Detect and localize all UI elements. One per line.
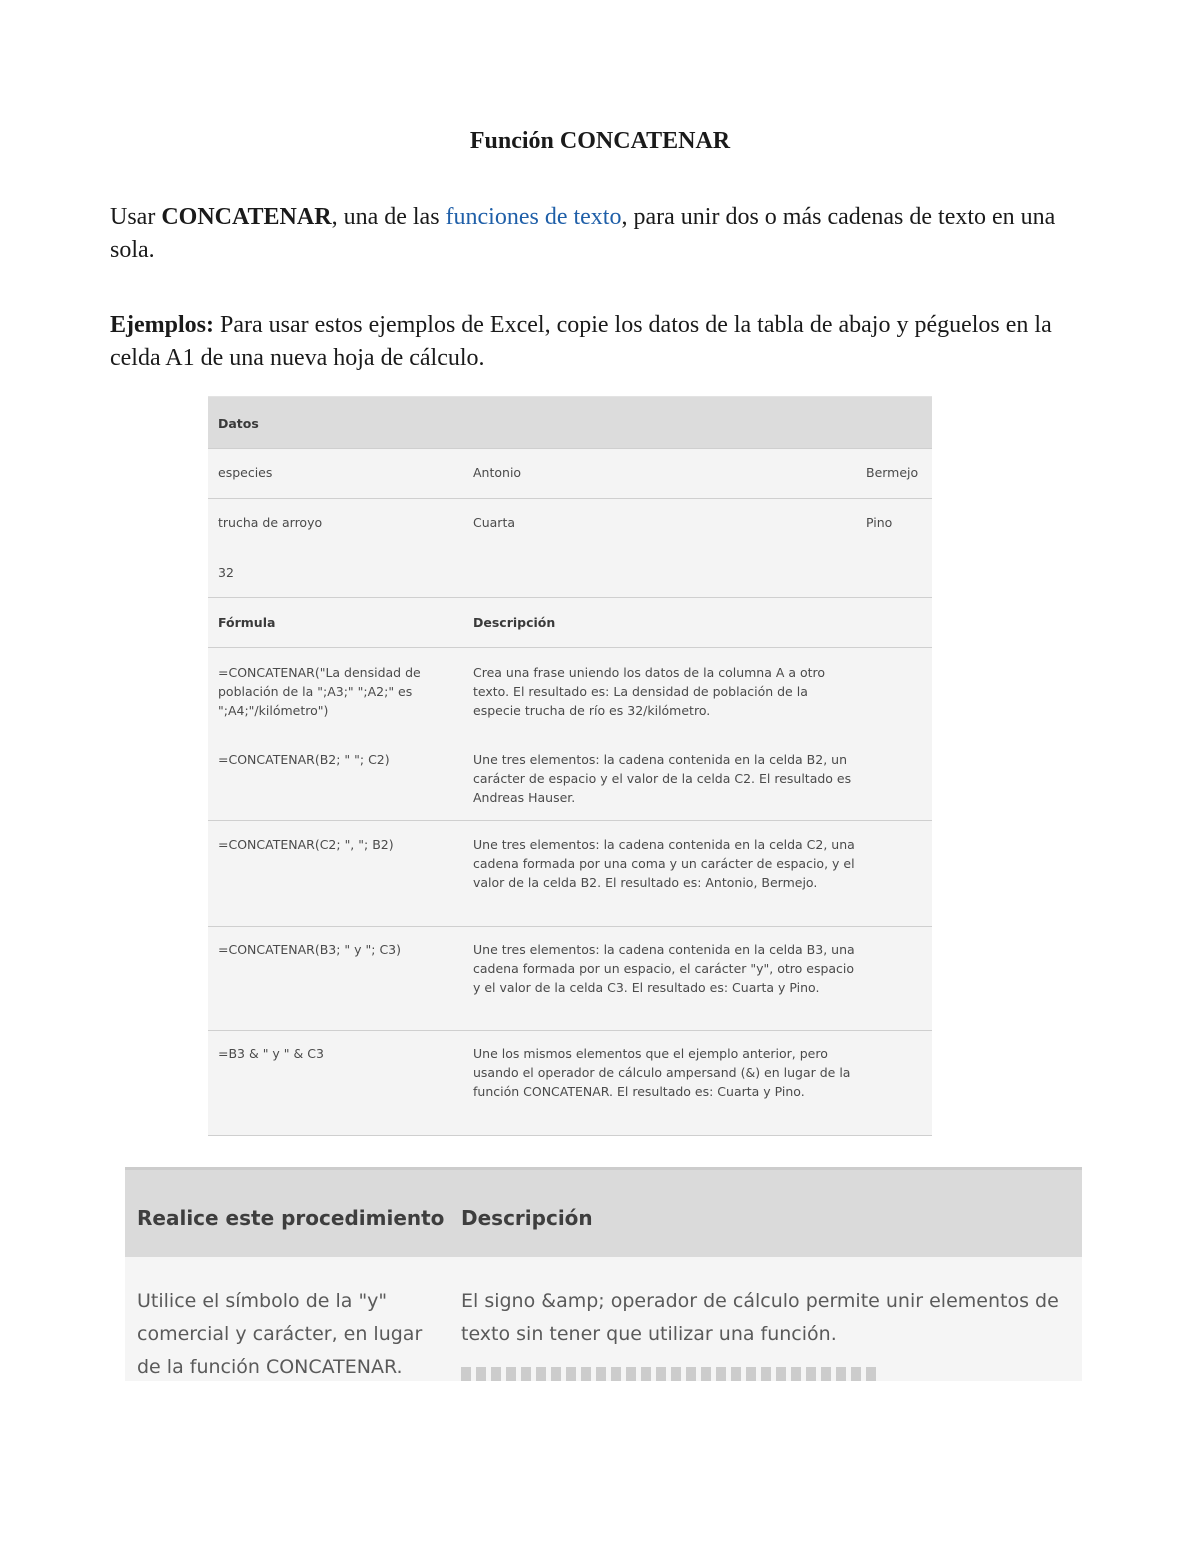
procedure-header: Realice este procedimiento [137,1206,445,1230]
formula-header-row [208,598,932,647]
intro-text-start: Usar [110,204,162,230]
procedure-cell: Utilice el símbolo de la "y" comercial y carácter, en lugar de la función CONCATENAR. [137,1290,423,1378]
data-cell: Cuarta [473,515,516,530]
examples-table-image [208,396,932,1136]
data-header-row [208,397,932,448]
description-header: Descripción [473,615,556,630]
data-cell: especies [218,465,273,480]
example-row [208,927,932,1030]
formula-header: Fórmula [218,615,276,630]
description-cell: Une tres elementos: la cadena contenida en la celda B3, una cadena formada por un espacio, el carácter "y", otro espacio y el valor de la celda C3. El resultado es: Cuarta y Pino. [473,942,855,995]
data-cell: 32 [218,565,234,580]
examples-label: Ejemplos: [110,312,214,338]
procedure-description-header: Descripción [461,1206,593,1230]
formula-cell: =B3 & " y " & C3 [218,1046,324,1061]
data-cell: Antonio [473,465,522,480]
data-row [208,499,932,598]
cropped-text-fragment [461,1367,881,1381]
text-functions-link[interactable]: funciones de texto [445,204,622,230]
intro-text-middle: , una de las [331,204,446,230]
intro-paragraph [110,201,1090,267]
description-cell: Crea una frase uniendo los datos de la columna A a otro texto. El resultado es: La densidad de población de la especie trucha de río es 32/kilómetro. [473,665,826,718]
example-row [208,648,932,820]
examples-paragraph [110,309,1090,375]
formula-cell: =CONCATENAR(C2; ", "; B2) [218,837,394,852]
formula-cell: =CONCATENAR(B2; " "; C2) [218,752,390,767]
description-cell: Une tres elementos: la cadena contenida en la celda C2, una cadena formada por una coma y un carácter de espacio, y el valor de la celda B2. El resultado es: Antonio, Bermejo. [473,837,855,890]
examples-text: Para usar estos ejemplos de Excel, copie los datos de la tabla de abajo y péguelos en la celda A1 de una nueva hoja de cálculo. [110,312,1052,371]
data-cell: Bermejo [866,465,919,480]
data-cell: trucha de arroyo [218,515,323,530]
intro-text-end: , para unir dos o más cadenas de texto en una sola. [110,204,1056,263]
example-row [208,1031,932,1135]
row-divider [208,1135,932,1136]
procedure-description-cell: El signo &amp; operador de cálculo permite unir elementos de texto sin tener que utilizar una función. [461,1290,1059,1345]
intro-function-name: CONCATENAR [161,204,332,230]
procedure-table-image [125,1167,1082,1381]
example-row [208,821,932,926]
data-header: Datos [218,416,259,431]
description-cell: Une tres elementos: la cadena contenida en la celda B2, un carácter de espacio y el valor de la celda C2. El resultado es Andreas Hauser. [473,752,852,805]
procedure-header-row [125,1167,1082,1257]
description-cell: Une los mismos elementos que el ejemplo anterior, pero usando el operador de cálculo ampersand (&) en lugar de la función CONCATENAR. El resultado es: Cuarta y Pino. [473,1046,851,1099]
formula-cell: =CONCATENAR(B3; " y "; C3) [218,942,401,957]
data-row [208,449,932,498]
formula-cell: =CONCATENAR("La densidad de población de la ";A3;" ";A2;" es ";A4;"/kilómetro") [218,665,421,718]
data-cell: Pino [866,515,893,530]
document-title: Función CONCATENAR [469,128,731,154]
